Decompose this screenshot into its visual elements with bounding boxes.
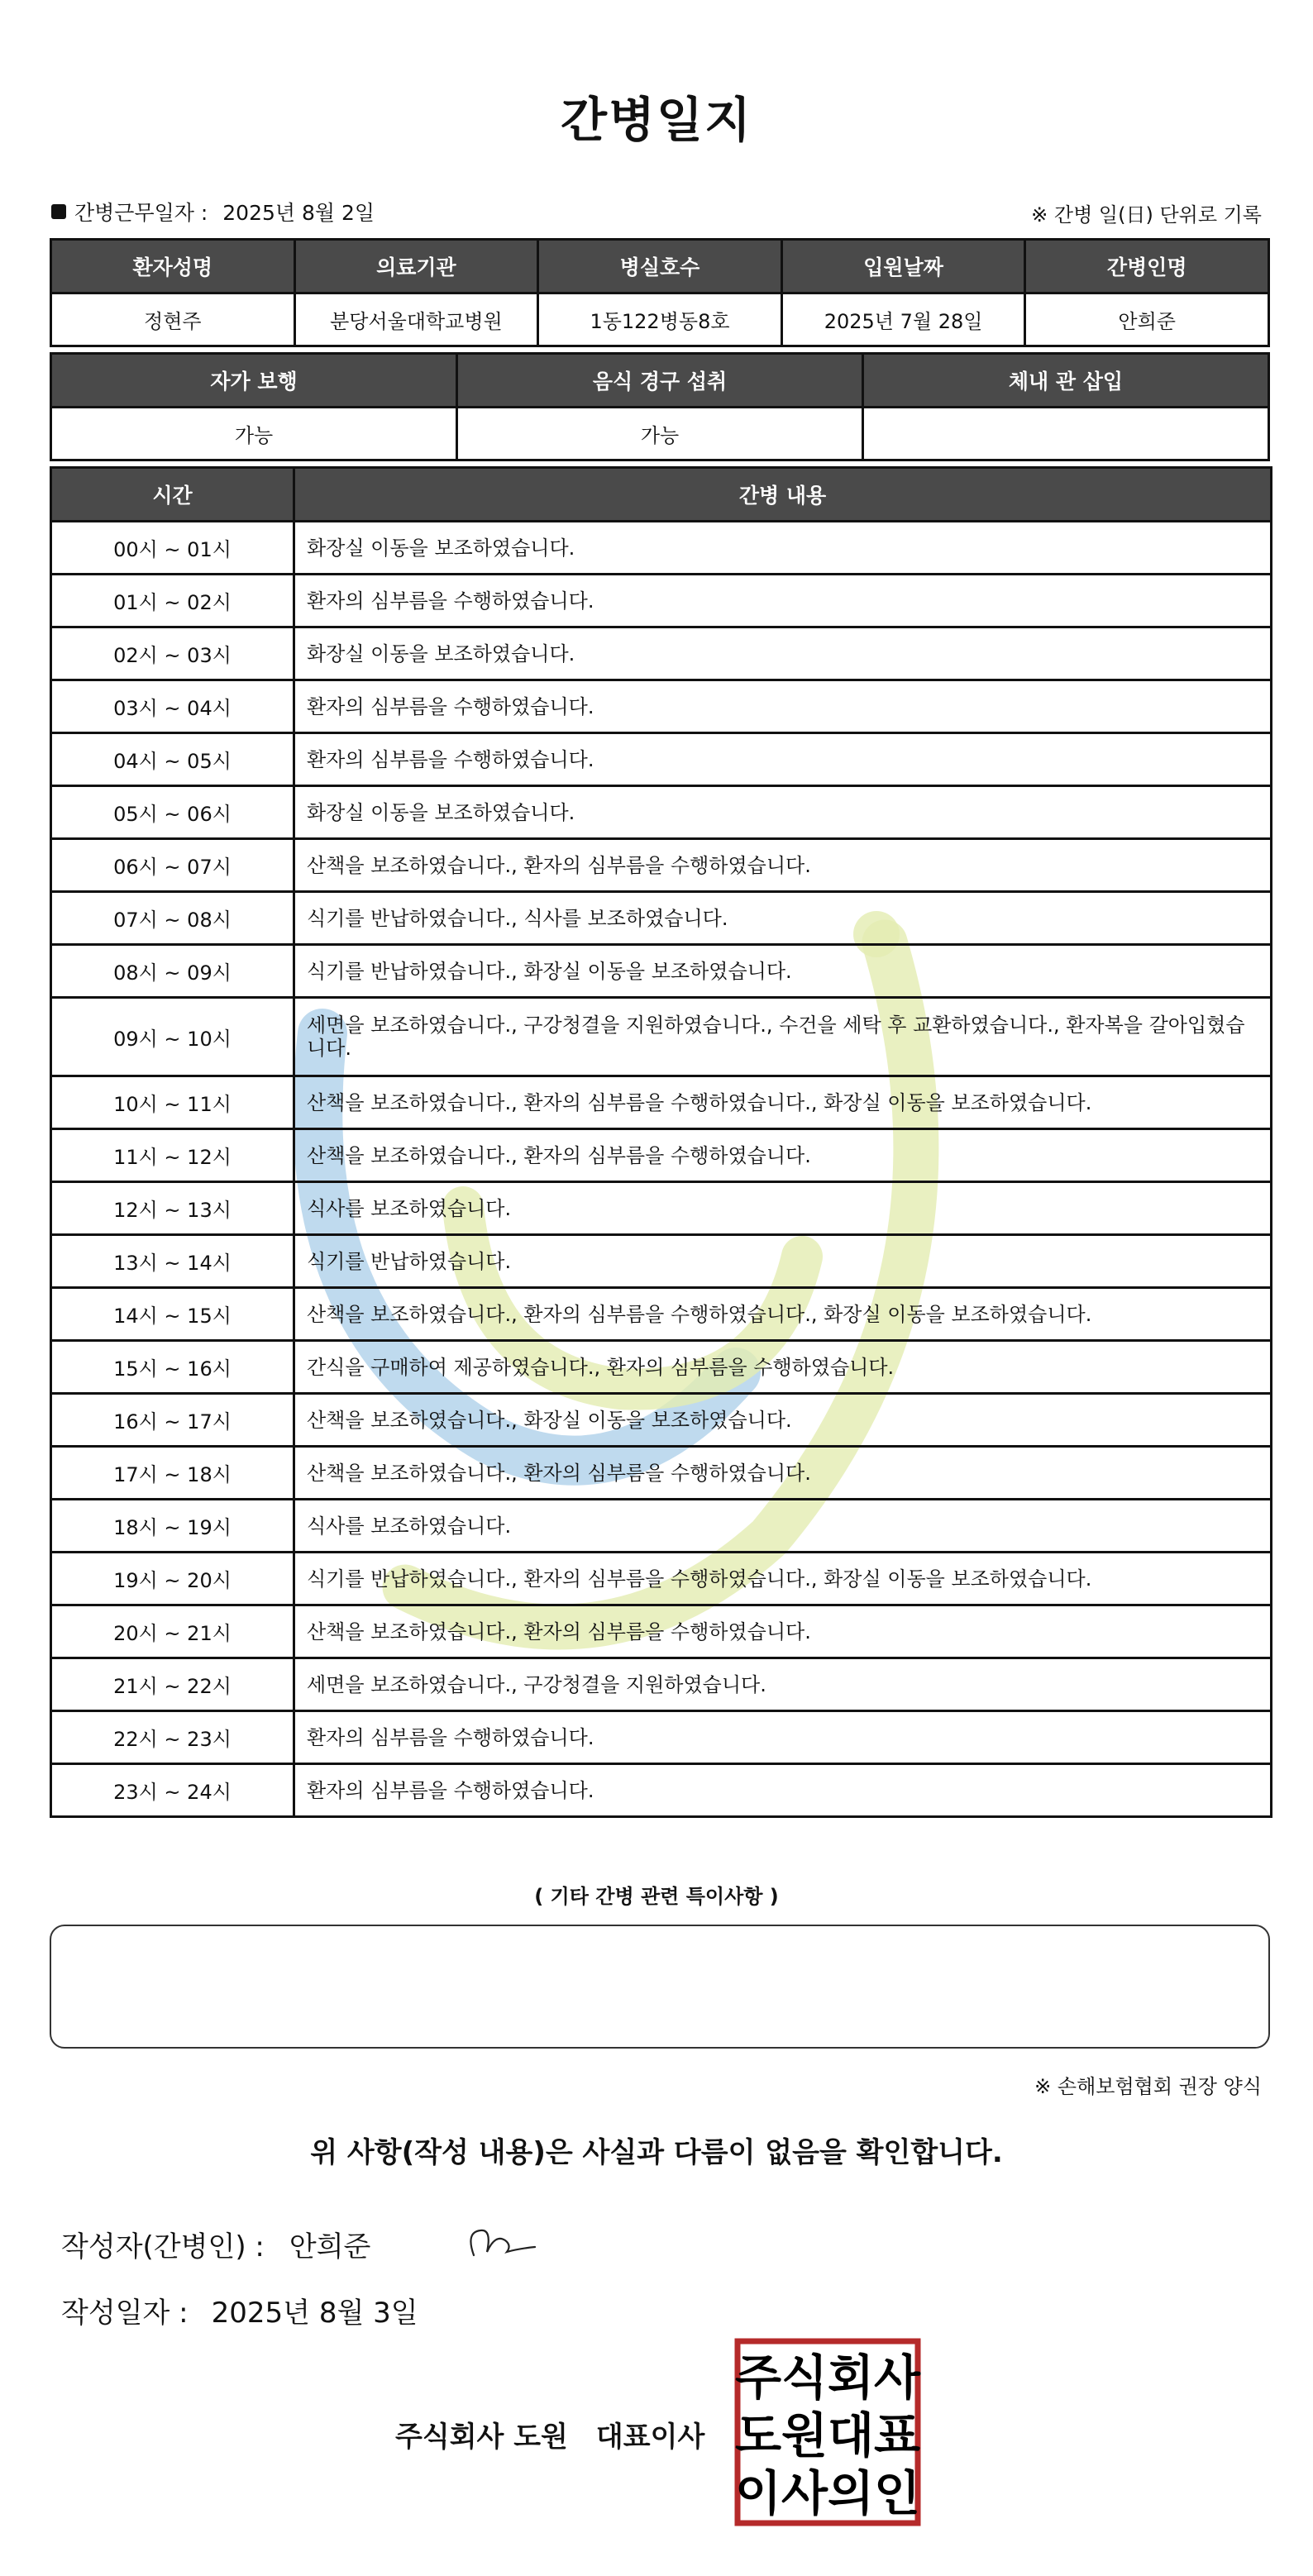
notes-title: ( 기타 간병 관련 특이사항 ) — [534, 1885, 779, 1908]
patient-name: 정현주 — [51, 293, 295, 346]
row-time: 12시 ~ 13시 — [51, 1182, 294, 1235]
row-content: 화장실 이동을 보조하였습니다. — [294, 627, 1272, 680]
row-time: 10시 ~ 11시 — [51, 1076, 294, 1129]
row-time: 07시 ~ 08시 — [51, 892, 294, 945]
row-time: 19시 ~ 20시 — [51, 1553, 294, 1605]
table-row — [51, 998, 1272, 1076]
row-content: 식기를 반납하였습니다. — [294, 1235, 1272, 1288]
header-hospital: 의료기관 — [294, 240, 538, 293]
write-date-label: 작성일자 : — [61, 2297, 189, 2330]
care-log-rows — [51, 522, 1272, 1817]
row-content: 산책을 보조하였습니다., 환자의 심부름을 수행하였습니다. — [294, 1605, 1272, 1658]
row-content: 산책을 보조하였습니다., 환자의 심부름을 수행하였습니다., 화장실 이동을 보조하였습니다. — [294, 1076, 1272, 1129]
table-row — [51, 945, 1272, 998]
row-time: 15시 ~ 16시 — [51, 1341, 294, 1394]
table-row — [51, 522, 1272, 575]
seal-text-row-3: 이사의인 — [734, 2465, 921, 2521]
work-date — [51, 197, 375, 227]
table-row — [51, 1129, 1272, 1182]
status-header-row — [51, 354, 1269, 408]
tube-insertion-value — [863, 408, 1269, 460]
header-admission-date: 입원날짜 — [781, 240, 1025, 293]
header-caregiver: 간병인명 — [1025, 240, 1269, 293]
write-date-line — [61, 2290, 418, 2330]
row-time: 01시 ~ 02시 — [51, 575, 294, 627]
table-row — [51, 627, 1272, 680]
row-content: 세면을 보조하였습니다., 구강청결을 지원하였습니다., 수건을 세탁 후 교환하였습니다., 환자복을 갈아입혔습니다. — [294, 998, 1272, 1076]
row-content: 환자의 심부름을 수행하였습니다. — [294, 680, 1272, 733]
header-room: 병실호수 — [538, 240, 782, 293]
table-row — [51, 575, 1272, 627]
table-row — [51, 1076, 1272, 1129]
oral-intake-value: 가능 — [457, 408, 863, 460]
header-patient-name: 환자성명 — [51, 240, 295, 293]
row-time: 21시 ~ 22시 — [51, 1658, 294, 1711]
row-time: 20시 ~ 21시 — [51, 1605, 294, 1658]
header-tube-insertion: 체내 관 삽입 — [863, 354, 1269, 408]
row-content: 산책을 보조하였습니다., 환자의 심부름을 수행하였습니다. — [294, 1447, 1272, 1500]
table-row — [51, 680, 1272, 733]
document-title: 간병일지 — [560, 92, 753, 148]
writer-line — [61, 2224, 370, 2264]
writer-name: 안희준 — [289, 2230, 371, 2264]
row-time: 14시 ~ 15시 — [51, 1288, 294, 1341]
row-content: 간식을 구매하여 제공하였습니다., 환자의 심부름을 수행하였습니다. — [294, 1341, 1272, 1394]
row-content: 식기를 반납하였습니다., 환자의 심부름을 수행하였습니다., 화장실 이동을 보조하였습니다. — [294, 1553, 1272, 1605]
row-time: 00시 ~ 01시 — [51, 522, 294, 575]
row-time: 23시 ~ 24시 — [51, 1764, 294, 1817]
header-care-content: 간병 내용 — [294, 468, 1272, 522]
table-row — [51, 1235, 1272, 1288]
row-time: 11시 ~ 12시 — [51, 1129, 294, 1182]
row-time: 18시 ~ 19시 — [51, 1500, 294, 1553]
row-time: 13시 ~ 14시 — [51, 1235, 294, 1288]
seal-text-row-2: 도원대표 — [734, 2407, 921, 2464]
row-content: 산책을 보조하였습니다., 환자의 심부름을 수행하였습니다. — [294, 1129, 1272, 1182]
patient-value-row — [51, 293, 1269, 346]
signature-icon — [459, 2216, 542, 2265]
status-value-row — [51, 408, 1269, 460]
row-content: 화장실 이동을 보조하였습니다. — [294, 786, 1272, 839]
table-row — [51, 1764, 1272, 1817]
header-self-walking: 자가 보행 — [51, 354, 457, 408]
company-role: 대표이사 — [595, 2421, 705, 2454]
row-content: 식사를 보조하였습니다. — [294, 1500, 1272, 1553]
table-row — [51, 892, 1272, 945]
writer-label: 작성자(간병인) : — [61, 2230, 265, 2264]
table-row — [51, 733, 1272, 786]
table-row — [51, 1288, 1272, 1341]
table-row — [51, 1500, 1272, 1553]
square-bullet-icon — [51, 204, 66, 219]
row-time: 09시 ~ 10시 — [51, 998, 294, 1076]
company-name: 주식회사 도원 — [395, 2421, 568, 2454]
row-time: 02시 ~ 03시 — [51, 627, 294, 680]
table-row — [51, 1711, 1272, 1764]
row-content: 환자의 심부름을 수행하였습니다. — [294, 1711, 1272, 1764]
table-row — [51, 839, 1272, 892]
company-line — [395, 2414, 704, 2454]
row-content: 식사를 보조하였습니다. — [294, 1182, 1272, 1235]
header-oral-intake: 음식 경구 섭취 — [457, 354, 863, 408]
care-log-header-row — [51, 468, 1272, 522]
row-time: 17시 ~ 18시 — [51, 1447, 294, 1500]
table-row — [51, 1605, 1272, 1658]
row-content: 식기를 반납하였습니다., 화장실 이동을 보조하였습니다. — [294, 945, 1272, 998]
row-content: 화장실 이동을 보조하였습니다. — [294, 522, 1272, 575]
table-row — [51, 1658, 1272, 1711]
row-time: 22시 ~ 23시 — [51, 1711, 294, 1764]
care-log-table — [50, 466, 1272, 1818]
caregiver-name: 안희준 — [1025, 293, 1269, 346]
patient-info-table — [50, 238, 1270, 347]
row-content: 환자의 심부름을 수행하였습니다. — [294, 575, 1272, 627]
hospital-name: 분당서울대학교병원 — [294, 293, 538, 346]
room-number: 1동122병동8호 — [538, 293, 782, 346]
work-date-label: 간병근무일자 : — [74, 201, 208, 225]
row-content: 식기를 반납하였습니다., 식사를 보조하였습니다. — [294, 892, 1272, 945]
admission-date: 2025년 7월 28일 — [781, 293, 1025, 346]
row-content: 환자의 심부름을 수행하였습니다. — [294, 1764, 1272, 1817]
row-time: 08시 ~ 09시 — [51, 945, 294, 998]
patient-status-table — [50, 352, 1270, 461]
row-content: 산책을 보조하였습니다., 화장실 이동을 보조하였습니다. — [294, 1394, 1272, 1447]
table-row — [51, 786, 1272, 839]
notes-box — [50, 1925, 1270, 2049]
patient-header-row — [51, 240, 1269, 293]
table-row — [51, 1447, 1272, 1500]
row-time: 04시 ~ 05시 — [51, 733, 294, 786]
row-time: 06시 ~ 07시 — [51, 839, 294, 892]
work-date-value: 2025년 8월 2일 — [222, 201, 375, 225]
row-content: 산책을 보조하였습니다., 환자의 심부름을 수행하였습니다. — [294, 839, 1272, 892]
self-walking-value: 가능 — [51, 408, 457, 460]
form-note: ※ 손해보험협회 권장 양식 — [1034, 2075, 1262, 2098]
row-content: 환자의 심부름을 수행하였습니다. — [294, 733, 1272, 786]
header-time: 시간 — [51, 468, 294, 522]
row-time: 05시 ~ 06시 — [51, 786, 294, 839]
seal-text-row-1: 주식회사 — [734, 2349, 921, 2406]
row-content: 세면을 보조하였습니다., 구강청결을 지원하였습니다. — [294, 1658, 1272, 1711]
write-date-value: 2025년 8월 3일 — [211, 2297, 418, 2330]
table-row — [51, 1341, 1272, 1394]
daily-record-note: ※ 간병 일(日) 단위로 기록 — [1031, 203, 1262, 227]
row-time: 16시 ~ 17시 — [51, 1394, 294, 1447]
confirmation-statement: 위 사항(작성 내용)은 사실과 다름이 없음을 확인합니다. — [310, 2136, 1003, 2169]
row-time: 03시 ~ 04시 — [51, 680, 294, 733]
row-content: 산책을 보조하였습니다., 환자의 심부름을 수행하였습니다., 화장실 이동을 보조하였습니다. — [294, 1288, 1272, 1341]
company-seal-icon — [734, 2338, 921, 2526]
table-row — [51, 1182, 1272, 1235]
table-row — [51, 1394, 1272, 1447]
table-row — [51, 1553, 1272, 1605]
